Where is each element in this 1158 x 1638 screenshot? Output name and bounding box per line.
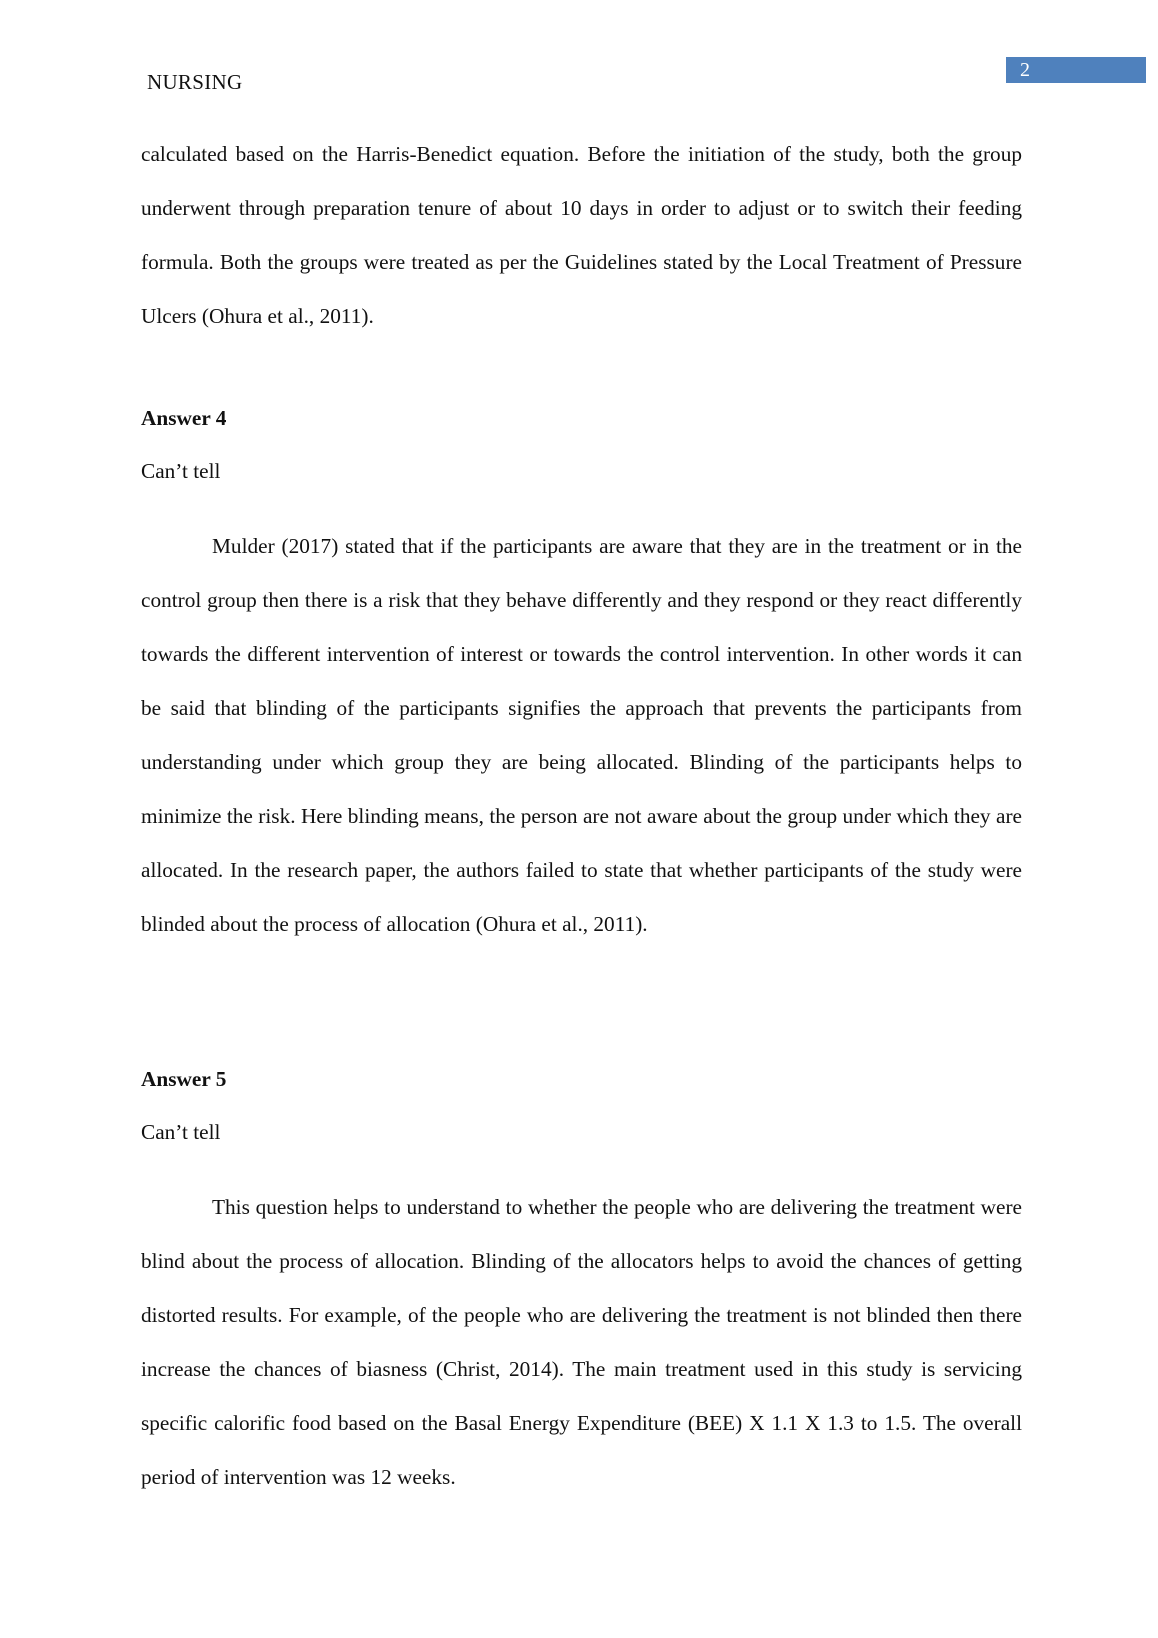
continued-paragraph: calculated based on the Harris-Benedict equation. Before the initiation of the study, both the group underwent through preparation tenure of about 10 days in order to adjust or to switch their feeding formula. Both the groups were treated as per the Guidelines stated by the Local Treatment of Pressure Ulcers (Ohura et al., 2011). — [141, 142, 1022, 328]
page-number: 2 — [1006, 57, 1146, 83]
answer-4-verdict: Can’t tell — [141, 459, 221, 483]
answer-5-verdict: Can’t tell — [141, 1120, 221, 1144]
answer-4-heading: Answer 4 — [141, 406, 227, 430]
answer-4-paragraph: Mulder (2017) stated that if the participants are aware that they are in the treatment or in the control group then there is a risk that they behave differently and they respond or they react differently towards the different intervention of interest or towards the control intervention. In other words it can be said that blinding of the participants signifies the approach that prevents the participants from understanding under which group they are being allocated. Blinding of the participants helps to minimize the risk. Here blinding means, the person are not aware about the group under which they are allocated. In the research paper, the authors failed to state that whether participants of the study were blinded about the process of allocation (Ohura et al., 2011). — [141, 534, 1022, 936]
running-head: NURSING — [147, 70, 243, 94]
answer-5-paragraph: This question helps to understand to whether the people who are delivering the treatment were blind about the process of allocation. Blinding of the allocators helps to avoid the chances of getting distorted results. For example, of the people who are delivering the treatment is not blinded then there increase the chances of biasness (Christ, 2014). The main treatment used in this study is servicing specific calorific food based on the Basal Energy Expenditure (BEE) X 1.1 X 1.3 to 1.5. The overall period of intervention was 12 weeks. — [141, 1195, 1022, 1489]
answer-5-heading: Answer 5 — [141, 1067, 227, 1091]
